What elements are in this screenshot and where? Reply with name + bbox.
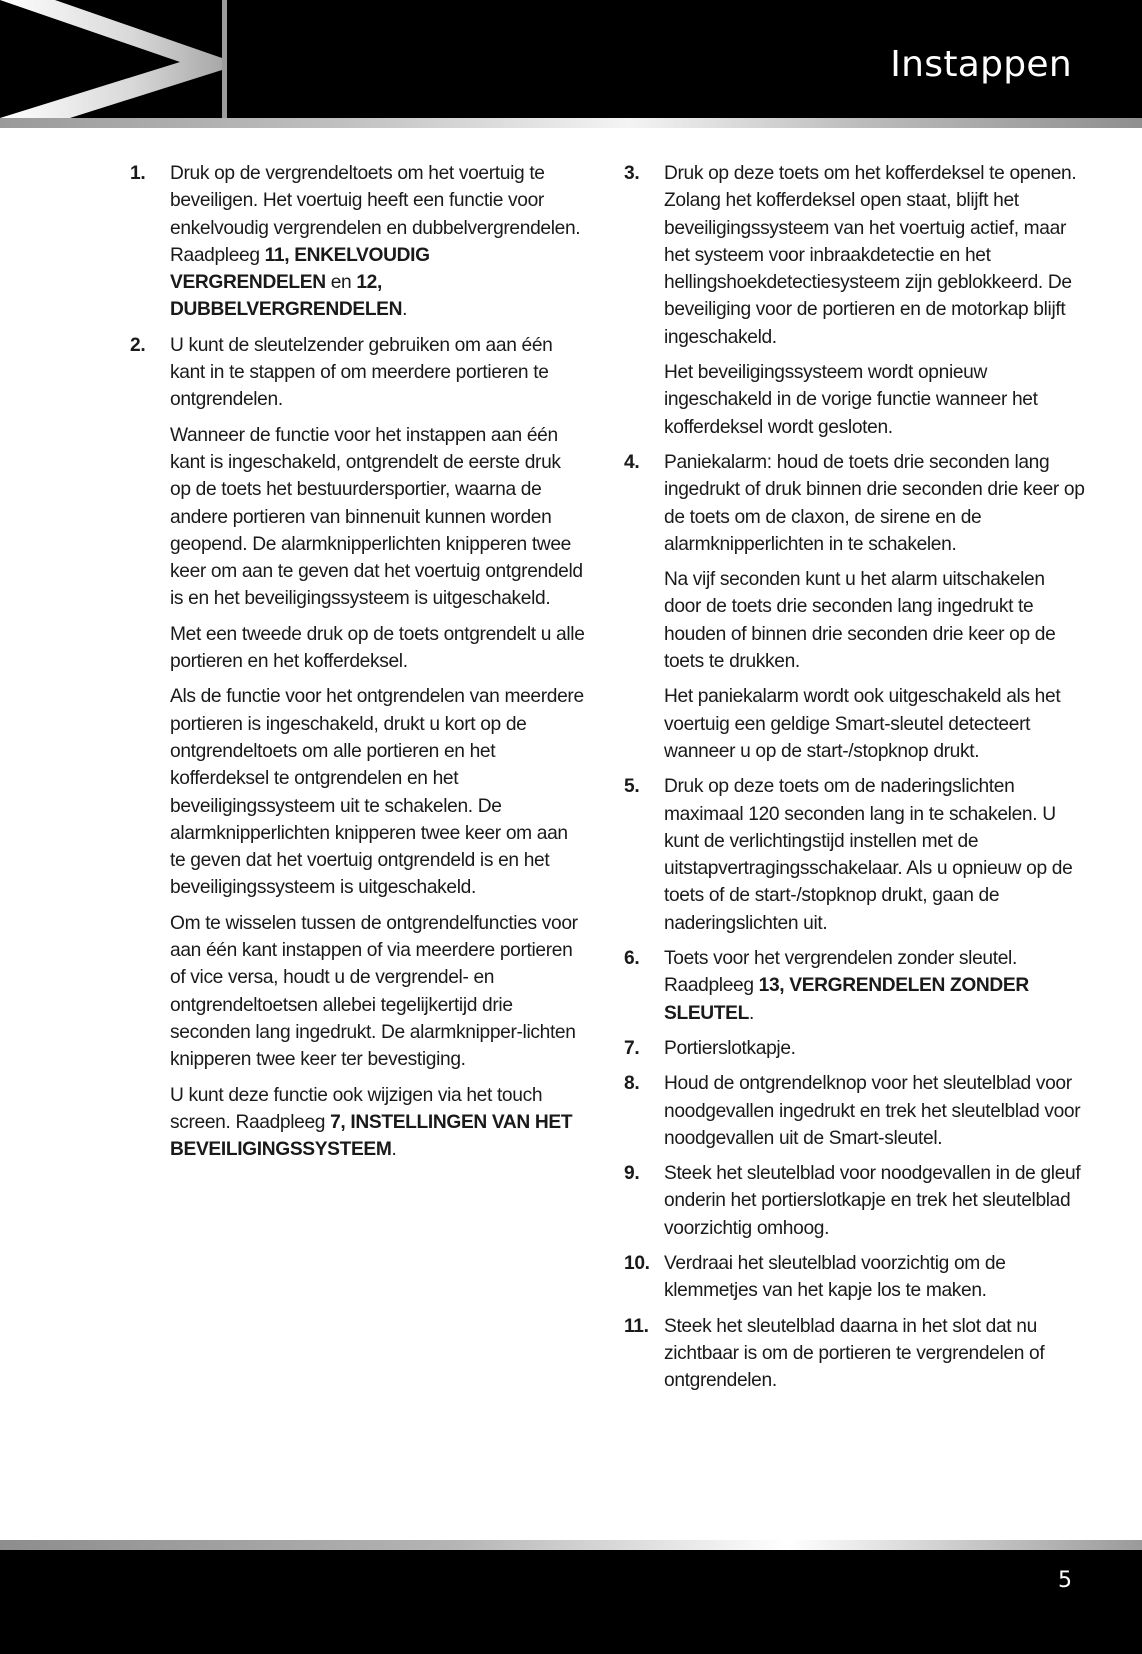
item-paragraph: Verdraai het sleutelblad voorzichtig om de klemmetjes van het kapje los te maken. — [664, 1252, 1006, 1302]
list-item-2 — [130, 332, 585, 1164]
item-paragraph: U kunt deze functie ook wijzigen via het touch screen. Raadpleeg 7, INSTELLINGEN VAN HET BEVEILIGINGSSYSTEEM. — [170, 1084, 573, 1161]
item-paragraph: Met een tweede druk op de toets ontgrendelt u alle portieren en het kofferdeksel. — [170, 623, 585, 673]
list-item-1 — [130, 160, 585, 324]
item-number: 8. — [624, 1073, 640, 1095]
page-header — [0, 0, 1142, 118]
item-paragraph: Als de functie voor het ontgrendelen van meerdere portieren is ingeschakeld, drukt u kort op de ontgrendeltoets om alle portieren en het kofferdeksel te ontgrendelen en het beveiligingssysteem uit te schakelen. De alarmknipperlichten knipperen twee keer om aan te geven dat het voertuig ontgrendeld is en het beveiligingssysteem is uitgeschakeld. — [170, 686, 584, 899]
list-item-10 — [624, 1250, 1086, 1305]
list-item-6 — [624, 945, 1086, 1027]
item-number: 11. — [624, 1315, 649, 1337]
chevron-logo-icon — [0, 0, 230, 118]
cross-reference: 13, VERGRENDELEN ZONDER SLEUTEL — [664, 975, 1029, 1024]
page-number: 5 — [1058, 1568, 1072, 1593]
item-paragraph: Wanneer de functie voor het instappen aan één kant is ingeschakeld, ontgrendelt de eerste druk op de toets het bestuurdersportier, waarna de andere portieren van binnenuit kunnen worden geopend. De alarmknipperlichten knipperen twee keer om aan te geven dat het voertuig ontgrendeld is en het beveiligingssysteem is uitgeschakeld. — [170, 424, 583, 610]
right-column — [624, 160, 1086, 1402]
item-paragraph: Het paniekalarm wordt ook uitgeschakeld als het voertuig een geldige Smart-sleutel detecteert wanneer u op de start-/stopknop drukt. — [664, 686, 1061, 762]
left-column — [130, 160, 585, 1171]
cross-reference: 12, DUBBELVERGRENDELEN — [170, 272, 403, 321]
item-paragraph: Na vijf seconden kunt u het alarm uitschakelen door de toets drie seconden lang ingedrukt te houden of binnen drie seconden drie keer op de toets te drukken. — [664, 569, 1056, 673]
page-footer — [0, 1550, 1142, 1654]
header-metal-bar — [0, 118, 1142, 128]
list-item-3 — [624, 160, 1086, 441]
item-paragraph: Toets voor het vergrendelen zonder sleutel. Raadpleeg 13, VERGRENDELEN ZONDER SLEUTEL. — [664, 948, 1029, 1024]
list-item-7 — [624, 1035, 1086, 1062]
item-paragraph: Het beveiligingssysteem wordt opnieuw ingeschakeld in de vorige functie wanneer het kofferdeksel wordt gesloten. — [664, 362, 1038, 438]
cross-reference: 7, INSTELLINGEN VAN HET BEVEILIGINGSSYSTEEM — [170, 1111, 573, 1161]
item-paragraph: Steek het sleutelblad daarna in het slot dat nu zichtbaar is om de portieren te vergrendelen of ontgrendelen. — [664, 1315, 1045, 1392]
list-item-4 — [624, 449, 1086, 765]
list-item-9 — [624, 1160, 1086, 1242]
item-paragraph: Druk op deze toets om de naderingslichten maximaal 120 seconden lang in te schakelen. U kunt de verlichtingstijd instellen met de uitstapvertragingsschakelaar. Als u opnieuw op de toets of de start-/stopknop drukt, gaan de naderingslichten uit. — [664, 776, 1073, 934]
list-item-11 — [624, 1313, 1086, 1395]
item-number: 4. — [624, 451, 640, 473]
item-number: 5. — [624, 776, 640, 798]
item-number: 9. — [624, 1163, 640, 1185]
item-number: 6. — [624, 948, 640, 970]
item-paragraph: Steek het sleutelblad voor noodgevallen in de gleuf onderin het portierslotkapje en trek het sleutelblad voorzichtig omhoog. — [664, 1163, 1081, 1239]
item-number: 7. — [624, 1037, 640, 1059]
item-paragraph: U kunt de sleutelzender gebruiken om aan één kant in te stappen of om meerdere portieren te ontgrendelen. — [170, 334, 553, 411]
footer-metal-bar — [0, 1540, 1142, 1550]
item-paragraph: Om te wisselen tussen de ontgrendelfuncties voor aan één kant instappen of via meerdere portieren of vice versa, houdt u de vergrendel- en ontgrendeltoetsen allebei tegelijkertijd drie seconden lang ingedrukt. De alarmknipper-lichten knipperen twee keer ter bevestiging. — [170, 912, 578, 1071]
item-paragraph: Paniekalarm: houd de toets drie seconden lang ingedrukt of druk binnen drie seconden drie keer op de toets om de claxon, de sirene en de alarmknipperlichten in te schakelen. — [664, 451, 1085, 555]
item-number: 1. — [130, 163, 146, 184]
item-paragraph: Druk op de vergrendeltoets om het voertuig te beveiligen. Het voertuig heeft een functie voor enkelvoudig vergrendelen en dubbelvergrendelen. Raadpleeg 11, ENKELVOUDIG VERGRENDELEN en 12, DUBBELVERGRENDELEN. — [170, 163, 581, 321]
item-paragraph: Portierslotkapje. — [664, 1037, 796, 1059]
item-number: 3. — [624, 163, 640, 184]
page-title: Instappen — [890, 44, 1072, 85]
cross-reference: 11, ENKELVOUDIG VERGRENDELEN — [170, 244, 430, 294]
item-paragraph: Druk op deze toets om het kofferdeksel te openen. Zolang het kofferdeksel open staat, blijft het beveiligingssysteem van het voertuig actief, maar het systeem voor inbraakdetectie en het hellingshoekdetectiesysteem zijn geblokkeerd. De beveiliging voor de portieren en de motorkap blijft ingeschakeld. — [664, 163, 1077, 348]
list-item-5 — [624, 773, 1086, 937]
item-paragraph: Houd de ontgrendelknop voor het sleutelblad voor noodgevallen ingedrukt en trek het sleutelblad voor noodgevallen uit de Smart-sleutel. — [664, 1073, 1081, 1149]
list-item-8 — [624, 1070, 1086, 1152]
item-number: 10. — [624, 1252, 650, 1274]
item-number: 2. — [130, 334, 146, 356]
